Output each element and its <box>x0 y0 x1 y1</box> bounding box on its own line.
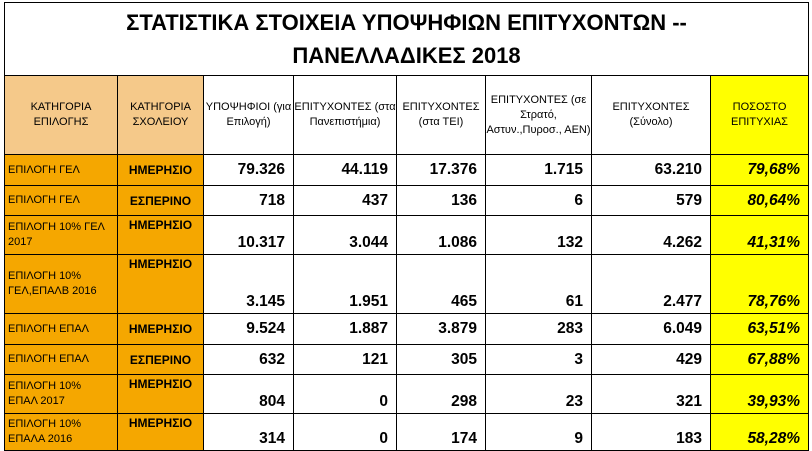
header-row <box>5 76 809 155</box>
row-military: 1.715 <box>486 155 592 186</box>
row-category: ΕΠΙΛΟΓΗ ΓΕΛ <box>5 186 118 216</box>
row-total: 4.262 <box>592 216 711 255</box>
title-line-2: ΠΑΝΕΛΛΑΔΙΚΕΣ 2018 <box>292 43 521 68</box>
row-tei: 17.376 <box>397 155 486 186</box>
row-tei: 305 <box>397 345 486 375</box>
row-school: ΗΜΕΡΗΣΙΟ <box>118 414 204 451</box>
table-row <box>5 186 809 216</box>
header-category: ΚΑΤΗΓΟΡΙΑ ΕΠΙΛΟΓΗΣ <box>5 76 118 155</box>
row-school: ΕΣΠΕΡΙΝΟ <box>118 345 204 375</box>
row-university: 3.044 <box>294 216 397 255</box>
row-total: 579 <box>592 186 711 216</box>
row-tei: 1.086 <box>397 216 486 255</box>
header-military: ΕΠΙΤΥΧΟΝΤΕΣ (σε Στρατό, Αστυν.,Πυροσ., ΑΕΝ) <box>486 76 592 155</box>
stats-document <box>4 2 808 451</box>
row-tei: 136 <box>397 186 486 216</box>
row-candidates: 632 <box>204 345 294 375</box>
row-military: 23 <box>486 375 592 414</box>
table-row <box>5 414 809 451</box>
row-candidates: 79.326 <box>204 155 294 186</box>
title-line-1: ΣΤΑΤΙΣΤΙΚΑ ΣΤΟΙΧΕΙΑ ΥΠΟΨΗΦΙΩΝ ΕΠΙΤΥΧΟΝΤΩΝ -- <box>126 10 687 35</box>
row-military: 283 <box>486 314 592 345</box>
row-university: 0 <box>294 375 397 414</box>
row-military: 132 <box>486 216 592 255</box>
row-tei: 174 <box>397 414 486 451</box>
row-university: 1.951 <box>294 255 397 314</box>
row-military: 6 <box>486 186 592 216</box>
row-category: ΕΠΙΛΟΓΗ ΕΠΑΛ <box>5 314 118 345</box>
row-military: 3 <box>486 345 592 375</box>
row-military: 61 <box>486 255 592 314</box>
table-row <box>5 375 809 414</box>
header-school: ΚΑΤΗΓΟΡΙΑ ΣΧΟΛΕΙΟΥ <box>118 76 204 155</box>
row-school: ΗΜΕΡΗΣΙΟ <box>118 216 204 255</box>
row-candidates: 718 <box>204 186 294 216</box>
table-row <box>5 255 809 314</box>
row-total: 6.049 <box>592 314 711 345</box>
row-rate: 79,68% <box>711 155 809 186</box>
row-tei: 3.879 <box>397 314 486 345</box>
row-candidates: 804 <box>204 375 294 414</box>
row-university: 44.119 <box>294 155 397 186</box>
row-candidates: 10.317 <box>204 216 294 255</box>
header-university: ΕΠΙΤΥΧΟΝΤΕΣ (στα Πανεπιστήμια) <box>294 76 397 155</box>
row-school: ΗΜΕΡΗΣΙΟ <box>118 155 204 186</box>
header-tei: ΕΠΙΤΥΧΟΝΤΕΣ (στα ΤΕΙ) <box>397 76 486 155</box>
row-category: ΕΠΙΛΟΓΗ 10% ΕΠΑΛ 2017 <box>5 375 118 414</box>
row-total: 429 <box>592 345 711 375</box>
row-tei: 298 <box>397 375 486 414</box>
row-university: 121 <box>294 345 397 375</box>
row-school: ΗΜΕΡΗΣΙΟ <box>118 314 204 345</box>
header-rate: ΠΟΣΟΣΤΟ ΕΠΙΤΥΧΙΑΣ <box>711 76 809 155</box>
stats-table <box>4 2 809 451</box>
row-school: ΗΜΕΡΗΣΙΟ <box>118 375 204 414</box>
row-rate: 58,28% <box>711 414 809 451</box>
row-candidates: 9.524 <box>204 314 294 345</box>
row-military: 9 <box>486 414 592 451</box>
row-tei: 465 <box>397 255 486 314</box>
table-row <box>5 314 809 345</box>
row-school: ΗΜΕΡΗΣΙΟ <box>118 255 204 314</box>
row-school: ΕΣΠΕΡΙΝΟ <box>118 186 204 216</box>
header-total: ΕΠΙΤΥΧΟΝΤΕΣ (Σύνολο) <box>592 76 711 155</box>
row-candidates: 314 <box>204 414 294 451</box>
table-row <box>5 155 809 186</box>
row-total: 2.477 <box>592 255 711 314</box>
row-category: ΕΠΙΛΟΓΗ ΕΠΑΛ <box>5 345 118 375</box>
row-total: 321 <box>592 375 711 414</box>
row-category: ΕΠΙΛΟΓΗ 10% ΓΕΛ,ΕΠΑΛΒ 2016 <box>5 255 118 314</box>
row-rate: 78,76% <box>711 255 809 314</box>
row-rate: 63,51% <box>711 314 809 345</box>
row-candidates: 3.145 <box>204 255 294 314</box>
row-total: 183 <box>592 414 711 451</box>
row-category: ΕΠΙΛΟΓΗ 10% ΓΕΛ 2017 <box>5 216 118 255</box>
table-row <box>5 216 809 255</box>
row-category: ΕΠΙΛΟΓΗ ΓΕΛ <box>5 155 118 186</box>
table-title <box>5 3 809 76</box>
row-rate: 80,64% <box>711 186 809 216</box>
row-total: 63.210 <box>592 155 711 186</box>
table-row <box>5 345 809 375</box>
row-rate: 39,93% <box>711 375 809 414</box>
header-candidates: ΥΠΟΨΗΦΙΟΙ (για Επιλογή) <box>204 76 294 155</box>
row-university: 437 <box>294 186 397 216</box>
row-category: ΕΠΙΛΟΓΗ 10% ΕΠΑΛΑ 2016 <box>5 414 118 451</box>
row-rate: 41,31% <box>711 216 809 255</box>
row-rate: 67,88% <box>711 345 809 375</box>
row-university: 0 <box>294 414 397 451</box>
row-university: 1.887 <box>294 314 397 345</box>
